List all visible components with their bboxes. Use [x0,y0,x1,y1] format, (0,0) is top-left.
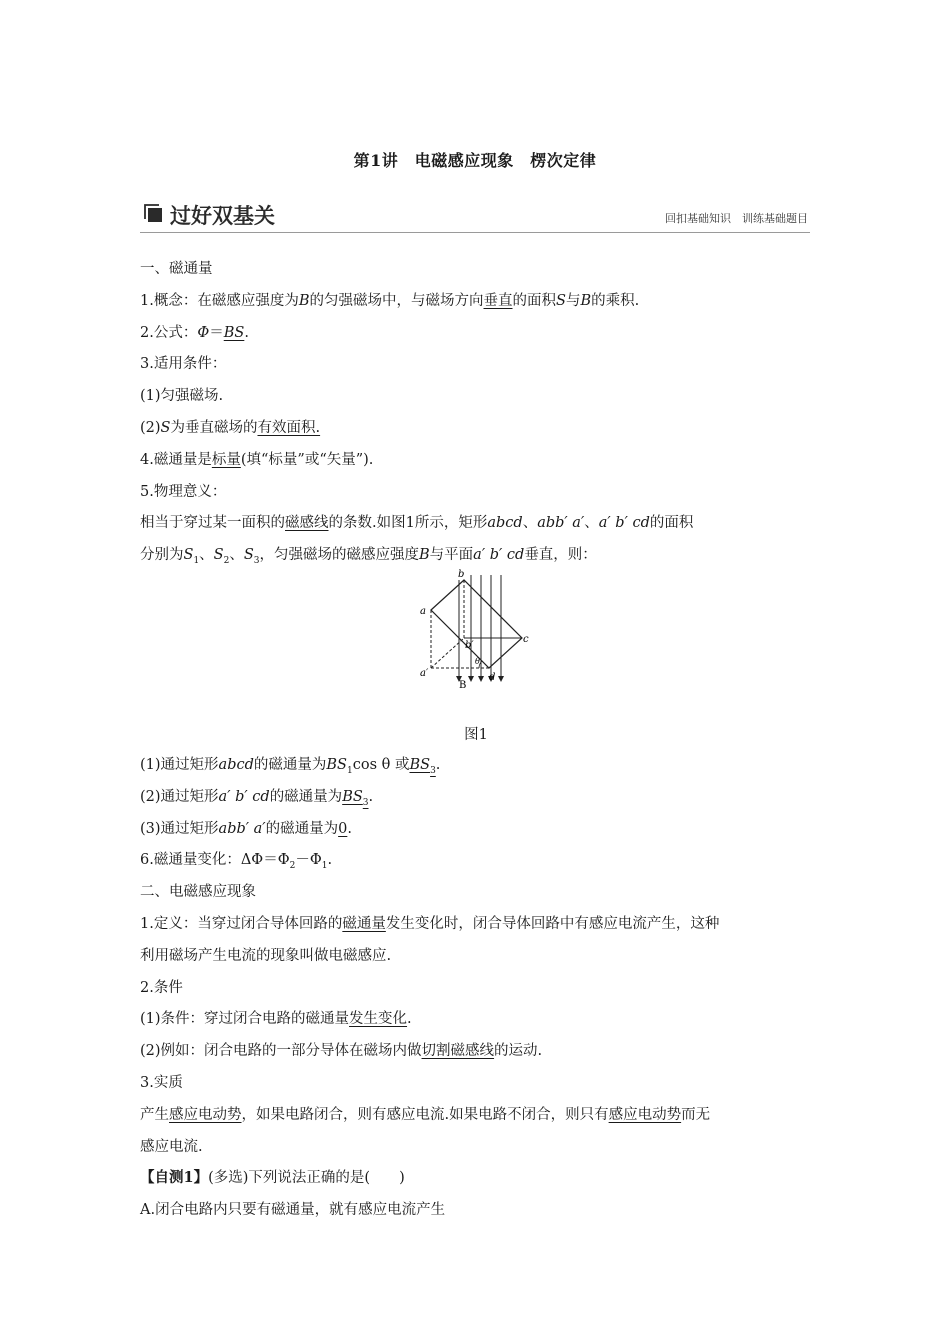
essence-line-1: 产生感应电动势，如果电路闭合，则有感应电流.如果电路不闭合，则只有感应电动势而无 [140,1106,711,1123]
answer-blank: 标量 [211,451,241,468]
meaning-line-1: 相当于穿过某一面积的磁感线的条数.如图1所示，矩形abcd、abb′ a′、a′ b′ cd的面积 [140,515,694,532]
definition-line-2: 利用磁场产生电流的现象叫做电磁感应. [140,947,392,964]
answer-blank: BS [409,756,431,773]
flux-2: (2)通过矩形a′ b′ cd的磁通量为$BS_3$. [140,788,374,808]
flux-1: (1)通过矩形abcd的磁通量为$BS_1\cos$ θ 或$BS_3$. [140,756,441,776]
option-a[interactable]: A.闭合电路内只要有磁通量，就有感应电流产生 [140,1202,446,1219]
document-body [140,256,812,1229]
svg-text:b: b [458,568,465,580]
answer-blank: BS [342,788,363,805]
answer-blank: 感应电动势 [608,1106,682,1123]
square-icon [144,204,162,222]
page-title: 第1讲 电磁感应现象 楞次定律 [353,151,597,170]
answer-blank: 0 [338,820,348,837]
answer-blank: 感应电动势 [169,1106,242,1123]
meaning-heading: 5.物理意义： [140,483,227,500]
svg-text:a: a [420,605,426,617]
answer-blank: 磁感线 [285,515,329,532]
condition-1: (1)匀强磁场. [140,388,224,405]
magnetic-flux-diagram [417,568,529,691]
answer-blank: 有效面积. [257,419,321,436]
banner-subtitle: 回扣基础知识 训练基础题目 [665,212,808,225]
heading-em-induction: 二、电磁感应现象 [140,884,256,901]
flux-change: 6.磁通量变化：$\Delta\Phi=\Phi_2-\Phi_1$. [140,852,333,872]
answer-blank: 发生变化 [349,1011,408,1028]
self-test-question: 【自测1】(多选)下列说法正确的是( ) [140,1169,405,1187]
condition-2: (2)S为垂直磁场的有效面积. [140,419,321,436]
formula-line: 2.公式：Φ＝BS. [140,324,249,341]
condition-line-2: (2)例如：闭合电路的一部分导体在磁场内做切割磁感线的运动. [140,1043,543,1060]
answer-blank: BS [223,324,245,341]
answer-blank: 垂直 [483,292,513,309]
svg-text:c: c [523,633,529,645]
definition-line-1: 1.定义：当穿过闭合导体回路的磁通量发生变化时，闭合导体回路中有感应电流产生，这种 [140,915,720,932]
flux-3: (3)通过矩形abb′ a′的磁通量为0. [140,820,352,837]
condition-heading: 2.条件 [140,979,183,996]
figure-caption: 图1 [464,726,488,743]
svg-text:θ: θ [475,656,480,666]
section-banner [140,198,810,233]
essence-line-2: 感应电流. [140,1138,203,1155]
essence-heading: 3.实质 [140,1074,183,1091]
answer-blank: 磁通量 [342,915,386,932]
figure-1 [140,568,812,722]
concept-line: 1.概念：在磁感应强度为B的匀强磁场中，与磁场方向垂直的面积S与B的乘积. [140,292,640,309]
conditions-heading: 3.适用条件： [140,356,227,373]
svg-text:B: B [459,679,467,691]
heading-magnetic-flux: 一、磁通量 [140,261,213,277]
svg-text:a′: a′ [420,667,429,679]
svg-text:d: d [489,671,496,683]
scalar-line: 4.磁通量是标量(填“标量”或“矢量”). [140,451,374,468]
answer-blank: 切割磁感线 [421,1043,495,1060]
svg-text:b′: b′ [465,639,474,651]
banner-title: 过好双基关 [170,204,275,228]
condition-line-1: (1)条件：穿过闭合电路的磁通量发生变化. [140,1011,412,1028]
meaning-line-2: 分别为$S_1$、$S_2$、$S_3$，匀强磁场的磁感应强度B与平面a′ b′ cd垂直，则： [140,547,597,567]
